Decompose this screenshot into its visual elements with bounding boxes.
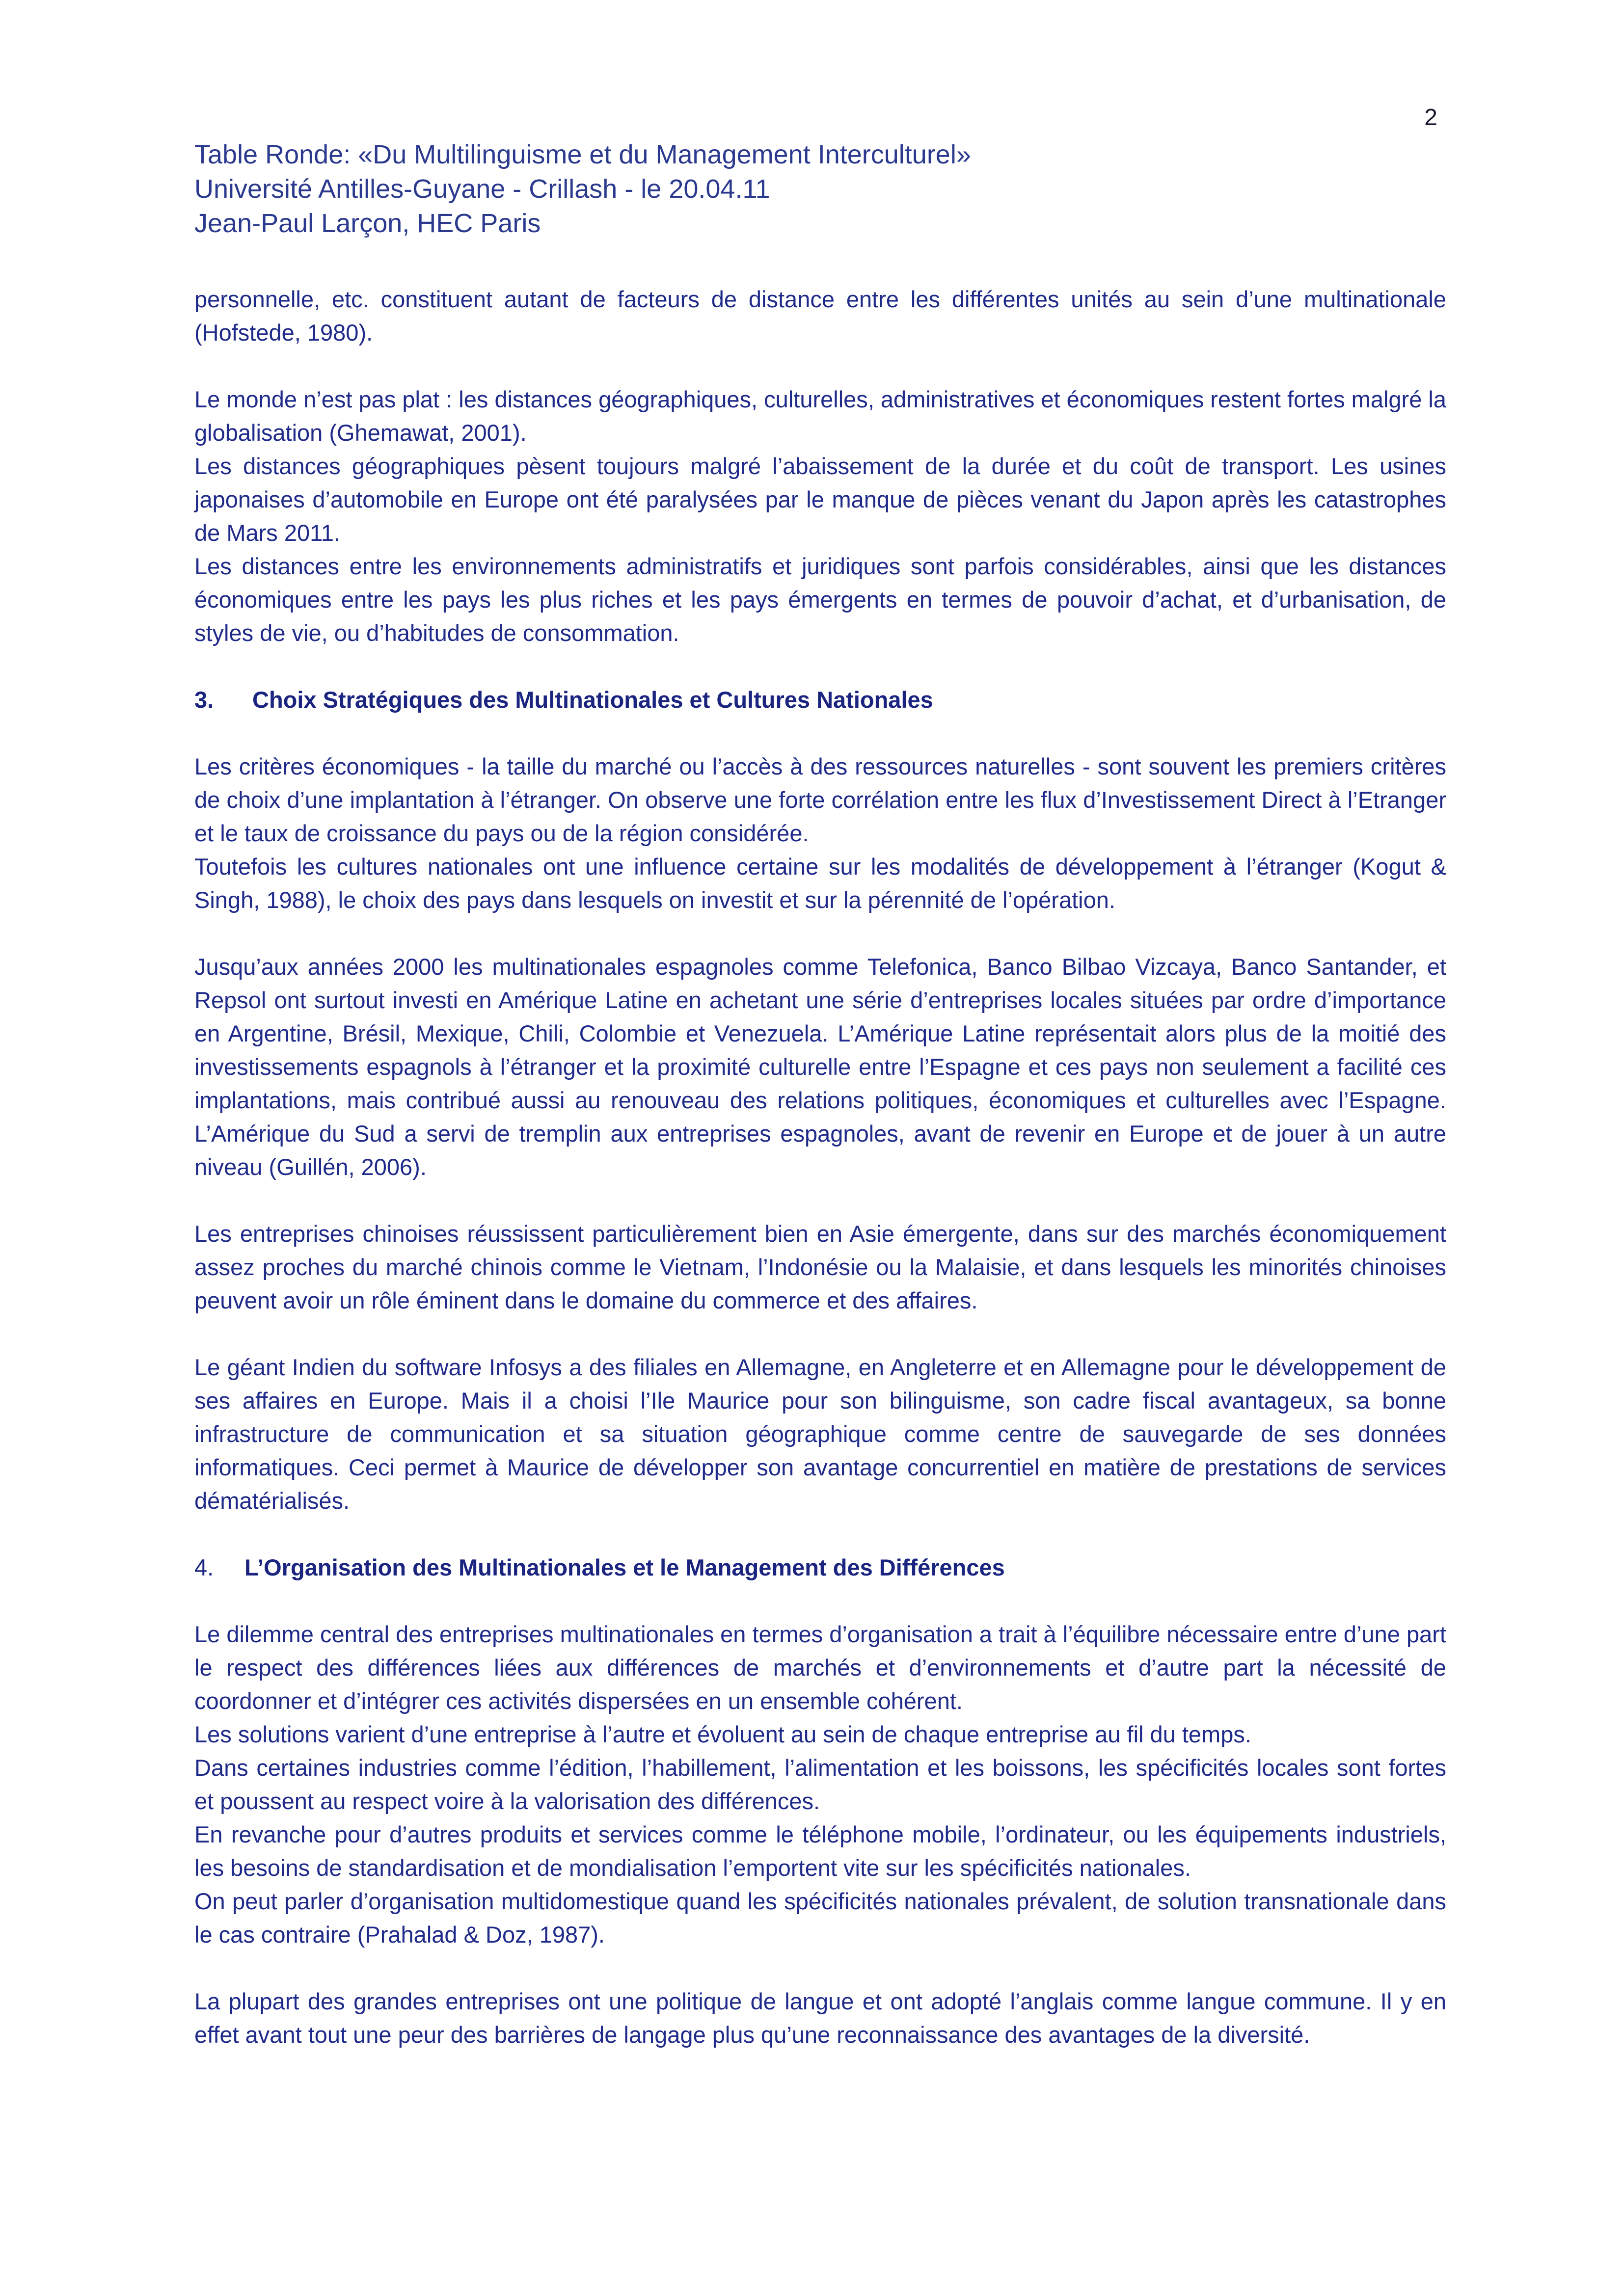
header-institution: Université Antilles-Guyane - Crillash - le 20.04.11 (194, 174, 770, 204)
paragraph: La plupart des grandes entreprises ont une politique de langue et ont adopté l’anglais comme langue commune. Il y en effet avant tout une peur des barrières de langage plus qu’une reconnaissance des avantages de la diversité. (194, 1988, 1446, 2048)
header-author: Jean-Paul Larçon, HEC Paris (194, 209, 541, 238)
section-heading-4 (194, 1551, 1446, 1584)
section-number: 4. (194, 1554, 214, 1580)
paragraph: Les distances géographiques pèsent toujours malgré l’abaissement de la durée et du coût de transport. Les usines japonaises d’automobile en Europe ont été paralysées par le manque de pièces venant du Japon après les catastrophes de Mars 2011. (194, 453, 1446, 546)
paragraph: Les distances entre les environnements administratifs et juridiques sont parfois considérables, ainsi que les distances économiques entre les pays les plus riches et les pays émergents en termes de pouvoir d’achat, et d’urbanisation, de styles de vie, ou d’habitudes de consommation. (194, 553, 1446, 646)
paragraph: Toutefois les cultures nationales ont une influence certaine sur les modalités de développement à l’étranger (Kogut & Singh, 1988), le choix des pays dans lesquels on investit et sur la pérennité de l’opération. (194, 854, 1446, 913)
section-number: 3. (194, 687, 214, 713)
paragraph: Le géant Indien du software Infosys a des filiales en Allemagne, en Angleterre et en Allemagne pour le développement de ses affaires en Europe. Mais il a choisi l’Ile Maurice pour son bilinguisme, son cadre fiscal avantageux, sa bonne infrastructure de communication et sa situation géographique comme centre de sauvegarde de ses données informatiques. Ceci permet à Maurice de développer son avantage concurrentiel en matière de prestations de services dématérialisés. (194, 1354, 1446, 1514)
section-title: L’Organisation des Multinationales et le Management des Différences (244, 1554, 1005, 1580)
document-header (194, 137, 1446, 240)
paragraph: On peut parler d’organisation multidomestique quand les spécificités nationales prévalent, de solution transnationale dans le cas contraire (Prahalad & Doz, 1987). (194, 1888, 1446, 1948)
paragraph: Le dilemme central des entreprises multinationales en termes d’organisation a trait à l’équilibre nécessaire entre d’une part le respect des différences liées aux différences de marchés et d’environnements et d’autre part la nécessité de coordonner et d’intégrer ces activités dispersées en un ensemble cohérent. (194, 1621, 1446, 1714)
section-title: Choix Stratégiques des Multinationales et Cultures Nationales (252, 687, 933, 713)
paragraph: Les critères économiques - la taille du marché ou l’accès à des ressources naturelles - sont souvent les premiers critères de choix d’une implantation à l’étranger. On observe une forte corrélation entre les flux d’Investissement Direct à l’Etranger et le taux de croissance du pays ou de la région considérée. (194, 753, 1446, 846)
paragraph: Le monde n’est pas plat : les distances géographiques, culturelles, administratives et économiques restent fortes malgré la globalisation (Ghemawat, 2001). (194, 386, 1446, 446)
paragraph: Les entreprises chinoises réussissent particulièrement bien en Asie émergente, dans sur des marchés économiquement assez proches du marché chinois comme le Vietnam, l’Indonésie ou la Malaisie, et dans lesquels les minorités chinoises peuvent avoir un rôle éminent dans le domaine du commerce et des affaires. (194, 1221, 1446, 1313)
paragraph: Jusqu’aux années 2000 les multinationales espagnoles comme Telefonica, Banco Bilbao Vizcaya, Banco Santander, et Repsol ont surtout investi en Amérique Latine en achetant une série d’entreprises locales situées par ordre d’importance en Argentine, Brésil, Mexique, Chili, Colombie et Venezuela. L’Amérique Latine représentait alors plus de la moitié des investissements espagnols à l’étranger et la proximité culturelle entre l’Espagne et ces pays non seulement a facilité ces implantations, mais contribué aussi au renouveau des relations politiques, économiques et culturelles avec l’Espagne. L’Amérique du Sud a servi de tremplin aux entreprises espagnoles, avant de revenir en Europe et de jouer à un autre niveau (Guillén, 2006). (194, 954, 1446, 1180)
paragraph: Les solutions varient d’une entreprise à l’autre et évoluent au sein de chaque entreprise au fil du temps. (194, 1721, 1251, 1747)
page-number: 2 (1424, 105, 1437, 131)
paragraph: En revanche pour d’autres produits et services comme le téléphone mobile, l’ordinateur, ou les équipements industriels, les besoins de standardisation et de mondialisation l’emportent vite sur les spécificités nationales. (194, 1821, 1446, 1881)
paragraph: Dans certaines industries comme l’édition, l’habillement, l’alimentation et les boissons, les spécificités locales sont fortes et poussent au respect voire à la valorisation des différences. (194, 1755, 1446, 1814)
document-body (194, 283, 1446, 2052)
section-heading-3 (194, 683, 1446, 717)
header-event-title: Table Ronde: «Du Multilinguisme et du Management Interculturel» (194, 140, 971, 169)
paragraph: personnelle, etc. constituent autant de facteurs de distance entre les différentes unités au sein d’une multinationale (Hofstede, 1980). (194, 286, 1446, 346)
